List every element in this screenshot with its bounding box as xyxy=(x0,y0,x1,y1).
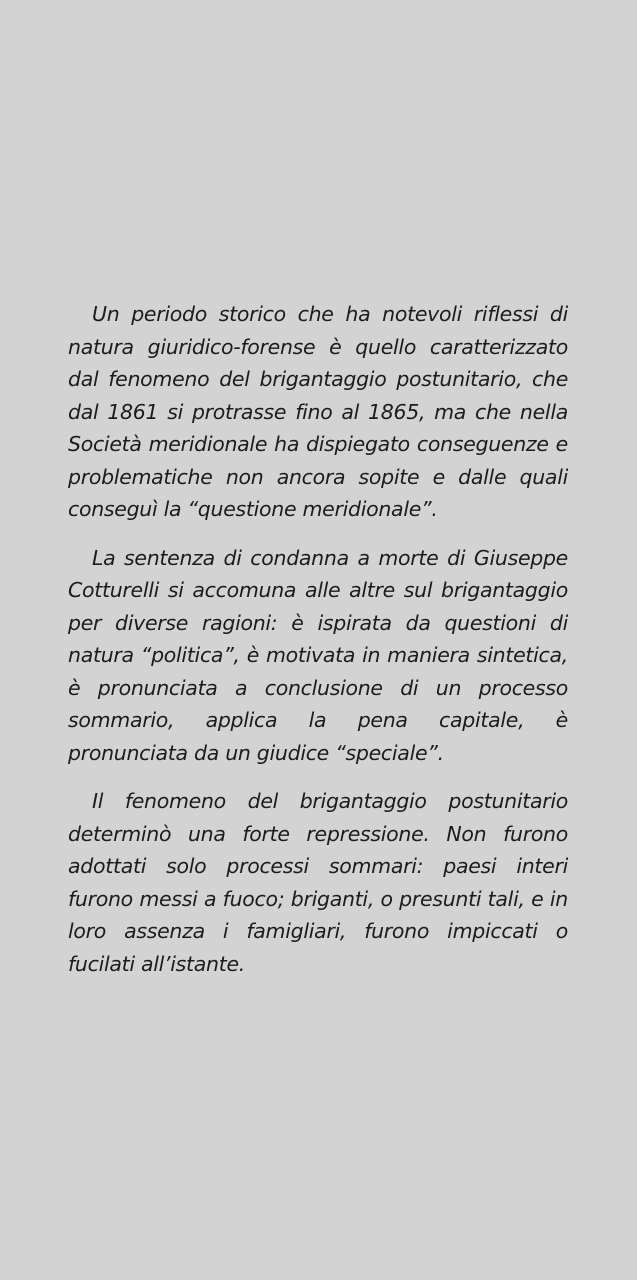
document-body xyxy=(68,298,568,996)
paragraph-1: Un periodo storico che ha notevoli riflessi di natura giuridico-forense è quello caratterizzato dal fenomeno del brigantaggio postunitario, che dal 1861 si protrasse fino al 1865, ma che nella Società meridionale ha dispiegato conseguenze e problematiche non ancora sopite e dalle quali conseguì la “questione meridionale”. xyxy=(68,302,568,521)
paragraph-3: Il fenomeno del brigantaggio postunitario determinò una forte repressione. Non furono adottati solo processi sommari: paesi interi furono messi a fuoco; briganti, o presunti tali, e in loro assenza i famigliari, furono impiccati o fucilati all’istante. xyxy=(68,789,568,976)
paragraph-2: La sentenza di condanna a morte di Giuseppe Cotturelli si accomuna alle altre sul brigantaggio per diverse ragioni: è ispirata da questioni di natura “politica”, è motivata in maniera sintetica, è pronunciata a conclusione di un processo sommario, applica la pena capitale, è pronunciata da un giudice “speciale”. xyxy=(68,545,568,765)
